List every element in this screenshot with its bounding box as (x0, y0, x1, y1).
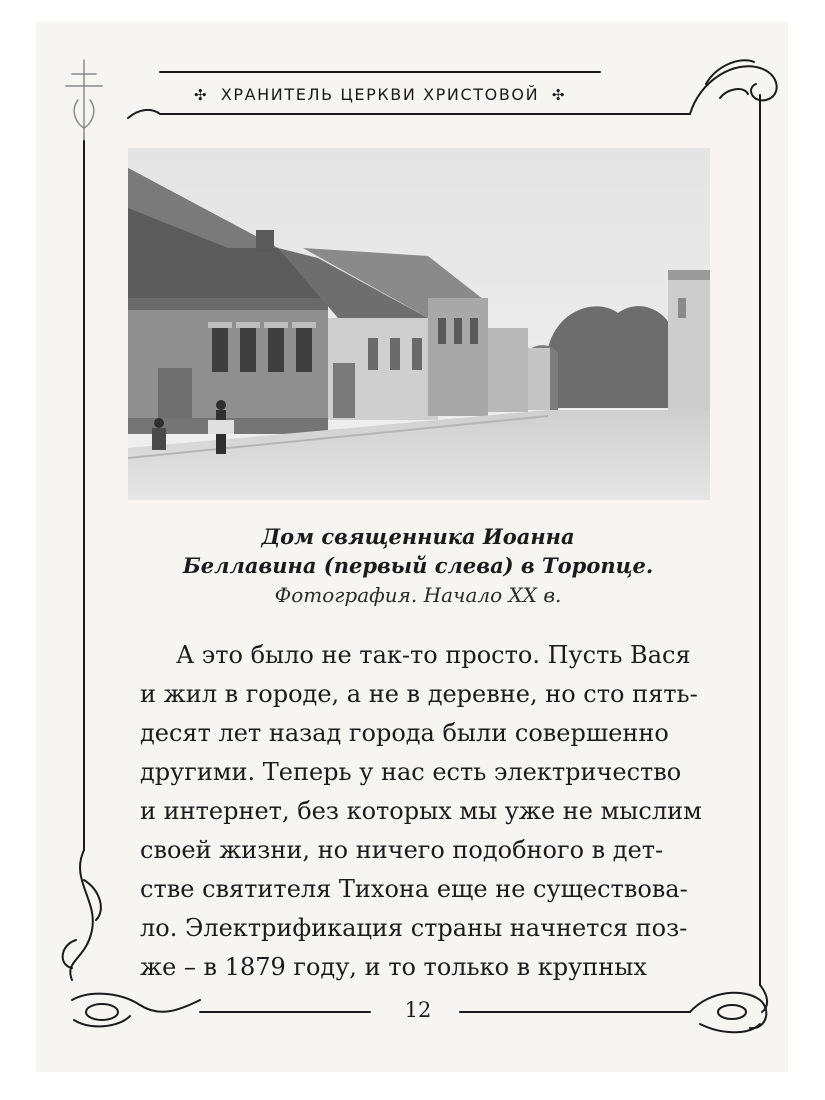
body-line: и жил в городе, а не в деревне, но сто пять- (140, 680, 698, 708)
caption-title-line-1: Дом священника Иоанна (261, 524, 575, 549)
body-paragraph (140, 636, 720, 987)
header-ornament-left: ✣ (193, 86, 209, 104)
header-ornament-right: ✣ (551, 86, 567, 104)
body-line: и интернет, без которых мы уже не мыслим (140, 797, 702, 825)
photo-caption (140, 522, 696, 610)
body-line: десят лет назад города были совершенно (140, 719, 669, 747)
page-number: 12 (404, 998, 432, 1022)
cross-ornament (66, 60, 102, 140)
caption-title-line-2: Беллавина (первый слева) в Торопце. (182, 553, 654, 578)
body-line: ло. Электрификация страны начнется поз- (140, 914, 688, 942)
header-bottom-rule (128, 110, 690, 118)
body-line: А это было не так-то просто. Пусть Вася (176, 641, 691, 669)
running-header (160, 80, 600, 110)
body-line: другими. Теперь у нас есть электричество (140, 758, 682, 786)
top-right-flourish (690, 60, 777, 114)
body-line: своей жизни, но ничего подобного в дет- (140, 836, 664, 864)
street-photograph (128, 148, 710, 500)
running-header-title: ХРАНИТЕЛЬ ЦЕРКВИ ХРИСТОВОЙ (220, 85, 540, 104)
caption-subtitle: Фотография. Начало XX в. (274, 583, 562, 607)
body-line: стве святителя Тихона еще не существова- (140, 875, 688, 903)
bottom-right-flourish (690, 985, 767, 1032)
right-building (668, 270, 710, 418)
body-line: же – в 1879 году, и то только в крупных (140, 953, 647, 981)
